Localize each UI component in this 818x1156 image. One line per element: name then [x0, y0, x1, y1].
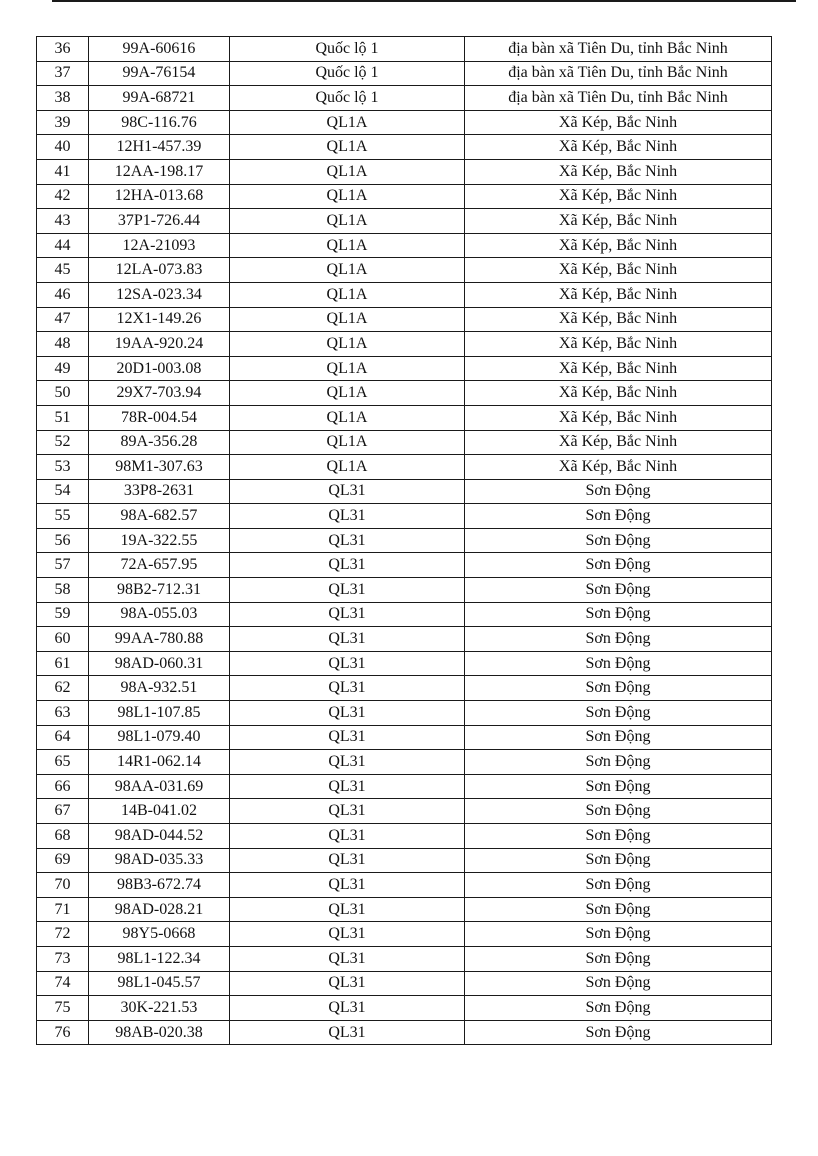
- license-plate: 29X7-703.94: [89, 381, 230, 406]
- row-number: 39: [37, 110, 89, 135]
- table-row: [37, 676, 772, 701]
- table-row: [37, 455, 772, 480]
- route-name: QL31: [230, 799, 465, 824]
- route-name: QL31: [230, 479, 465, 504]
- table-row: [37, 405, 772, 430]
- row-number: 72: [37, 922, 89, 947]
- license-plate: 33P8-2631: [89, 479, 230, 504]
- row-number: 56: [37, 528, 89, 553]
- location-name: Sơn Động: [465, 602, 772, 627]
- route-name: QL31: [230, 528, 465, 553]
- location-name: Xã Kép, Bắc Ninh: [465, 356, 772, 381]
- row-number: 38: [37, 86, 89, 111]
- location-name: Sơn Động: [465, 651, 772, 676]
- row-number: 45: [37, 258, 89, 283]
- row-number: 71: [37, 897, 89, 922]
- row-number: 76: [37, 1020, 89, 1045]
- location-name: Sơn Động: [465, 701, 772, 726]
- row-number: 73: [37, 946, 89, 971]
- table-row: [37, 553, 772, 578]
- location-name: Sơn Động: [465, 824, 772, 849]
- row-number: 64: [37, 725, 89, 750]
- license-plate: 98B3-672.74: [89, 873, 230, 898]
- table-row: [37, 848, 772, 873]
- location-name: Xã Kép, Bắc Ninh: [465, 159, 772, 184]
- top-rule: [52, 0, 796, 2]
- row-number: 70: [37, 873, 89, 898]
- location-name: Sơn Động: [465, 946, 772, 971]
- location-name: Xã Kép, Bắc Ninh: [465, 430, 772, 455]
- location-name: Xã Kép, Bắc Ninh: [465, 307, 772, 332]
- license-plate: 98B2-712.31: [89, 578, 230, 603]
- location-name: Sơn Động: [465, 1020, 772, 1045]
- route-name: QL1A: [230, 110, 465, 135]
- vehicle-table: [36, 36, 772, 1045]
- route-name: QL31: [230, 946, 465, 971]
- route-name: QL1A: [230, 405, 465, 430]
- license-plate: 37P1-726.44: [89, 209, 230, 234]
- location-name: Xã Kép, Bắc Ninh: [465, 332, 772, 357]
- license-plate: 78R-004.54: [89, 405, 230, 430]
- location-name: Sơn Động: [465, 504, 772, 529]
- route-name: QL1A: [230, 430, 465, 455]
- table-row: [37, 971, 772, 996]
- location-name: Sơn Động: [465, 627, 772, 652]
- table-row: [37, 184, 772, 209]
- license-plate: 12HA-013.68: [89, 184, 230, 209]
- row-number: 43: [37, 209, 89, 234]
- location-name: Xã Kép, Bắc Ninh: [465, 184, 772, 209]
- row-number: 54: [37, 479, 89, 504]
- license-plate: 12LA-073.83: [89, 258, 230, 283]
- location-name: Sơn Động: [465, 725, 772, 750]
- row-number: 57: [37, 553, 89, 578]
- license-plate: 14B-041.02: [89, 799, 230, 824]
- route-name: Quốc lộ 1: [230, 37, 465, 62]
- table-row: [37, 233, 772, 258]
- route-name: QL1A: [230, 332, 465, 357]
- table-row: [37, 996, 772, 1021]
- table-row: [37, 479, 772, 504]
- table-row: [37, 873, 772, 898]
- row-number: 75: [37, 996, 89, 1021]
- license-plate: 98A-682.57: [89, 504, 230, 529]
- route-name: QL1A: [230, 159, 465, 184]
- table-row: [37, 774, 772, 799]
- location-name: Sơn Động: [465, 676, 772, 701]
- route-name: QL31: [230, 824, 465, 849]
- table-row: [37, 209, 772, 234]
- row-number: 60: [37, 627, 89, 652]
- table-row: [37, 750, 772, 775]
- location-name: địa bàn xã Tiên Du, tỉnh Bắc Ninh: [465, 86, 772, 111]
- location-name: Xã Kép, Bắc Ninh: [465, 110, 772, 135]
- row-number: 53: [37, 455, 89, 480]
- table-row: [37, 282, 772, 307]
- license-plate: 98A-932.51: [89, 676, 230, 701]
- table-row: [37, 307, 772, 332]
- route-name: QL31: [230, 676, 465, 701]
- license-plate: 98AD-060.31: [89, 651, 230, 676]
- license-plate: 98C-116.76: [89, 110, 230, 135]
- license-plate: 12AA-198.17: [89, 159, 230, 184]
- route-name: QL31: [230, 504, 465, 529]
- route-name: QL31: [230, 701, 465, 726]
- license-plate: 98AD-044.52: [89, 824, 230, 849]
- route-name: QL1A: [230, 455, 465, 480]
- table-row: [37, 504, 772, 529]
- table-row: [37, 824, 772, 849]
- table-row: [37, 110, 772, 135]
- table-row: [37, 946, 772, 971]
- route-name: Quốc lộ 1: [230, 86, 465, 111]
- location-name: Sơn Động: [465, 774, 772, 799]
- row-number: 68: [37, 824, 89, 849]
- route-name: QL1A: [230, 307, 465, 332]
- table-row: [37, 37, 772, 62]
- route-name: QL1A: [230, 184, 465, 209]
- row-number: 37: [37, 61, 89, 86]
- row-number: 46: [37, 282, 89, 307]
- license-plate: 98AB-020.38: [89, 1020, 230, 1045]
- location-name: Sơn Động: [465, 479, 772, 504]
- route-name: QL1A: [230, 258, 465, 283]
- row-number: 65: [37, 750, 89, 775]
- license-plate: 99AA-780.88: [89, 627, 230, 652]
- table-row: [37, 528, 772, 553]
- license-plate: 98AD-035.33: [89, 848, 230, 873]
- table-row: [37, 602, 772, 627]
- license-plate: 98L1-045.57: [89, 971, 230, 996]
- table-row: [37, 86, 772, 111]
- license-plate: 98L1-122.34: [89, 946, 230, 971]
- row-number: 55: [37, 504, 89, 529]
- row-number: 36: [37, 37, 89, 62]
- location-name: Sơn Động: [465, 578, 772, 603]
- table-row: [37, 61, 772, 86]
- location-name: Sơn Động: [465, 996, 772, 1021]
- location-name: Xã Kép, Bắc Ninh: [465, 258, 772, 283]
- location-name: Xã Kép, Bắc Ninh: [465, 233, 772, 258]
- location-name: Xã Kép, Bắc Ninh: [465, 455, 772, 480]
- route-name: QL1A: [230, 282, 465, 307]
- table-row: [37, 381, 772, 406]
- license-plate: 89A-356.28: [89, 430, 230, 455]
- license-plate: 98L1-107.85: [89, 701, 230, 726]
- location-name: Sơn Động: [465, 848, 772, 873]
- route-name: QL31: [230, 651, 465, 676]
- row-number: 69: [37, 848, 89, 873]
- location-name: Sơn Động: [465, 799, 772, 824]
- row-number: 63: [37, 701, 89, 726]
- table-row: [37, 922, 772, 947]
- table-row: [37, 897, 772, 922]
- license-plate: 12SA-023.34: [89, 282, 230, 307]
- location-name: Xã Kép, Bắc Ninh: [465, 135, 772, 160]
- location-name: Xã Kép, Bắc Ninh: [465, 209, 772, 234]
- license-plate: 72A-657.95: [89, 553, 230, 578]
- route-name: QL1A: [230, 209, 465, 234]
- location-name: Sơn Động: [465, 922, 772, 947]
- row-number: 40: [37, 135, 89, 160]
- license-plate: 98Y5-0668: [89, 922, 230, 947]
- row-number: 59: [37, 602, 89, 627]
- row-number: 51: [37, 405, 89, 430]
- route-name: QL31: [230, 750, 465, 775]
- row-number: 67: [37, 799, 89, 824]
- table-row: [37, 725, 772, 750]
- license-plate: 20D1-003.08: [89, 356, 230, 381]
- license-plate: 19A-322.55: [89, 528, 230, 553]
- row-number: 44: [37, 233, 89, 258]
- license-plate: 14R1-062.14: [89, 750, 230, 775]
- table-row: [37, 701, 772, 726]
- location-name: Sơn Động: [465, 873, 772, 898]
- row-number: 58: [37, 578, 89, 603]
- table-row: [37, 578, 772, 603]
- route-name: QL1A: [230, 135, 465, 160]
- location-name: Sơn Động: [465, 971, 772, 996]
- location-name: địa bàn xã Tiên Du, tỉnh Bắc Ninh: [465, 37, 772, 62]
- location-name: Xã Kép, Bắc Ninh: [465, 405, 772, 430]
- license-plate: 98M1-307.63: [89, 455, 230, 480]
- route-name: QL1A: [230, 233, 465, 258]
- route-name: QL31: [230, 971, 465, 996]
- table-row: [37, 356, 772, 381]
- license-plate: 99A-68721: [89, 86, 230, 111]
- license-plate: 19AA-920.24: [89, 332, 230, 357]
- license-plate: 12X1-149.26: [89, 307, 230, 332]
- license-plate: 99A-76154: [89, 61, 230, 86]
- location-name: Sơn Động: [465, 528, 772, 553]
- route-name: QL31: [230, 627, 465, 652]
- route-name: QL31: [230, 996, 465, 1021]
- license-plate: 98AD-028.21: [89, 897, 230, 922]
- route-name: QL31: [230, 553, 465, 578]
- table-row: [37, 1020, 772, 1045]
- license-plate: 30K-221.53: [89, 996, 230, 1021]
- row-number: 50: [37, 381, 89, 406]
- location-name: Sơn Động: [465, 750, 772, 775]
- table-row: [37, 135, 772, 160]
- row-number: 41: [37, 159, 89, 184]
- route-name: QL31: [230, 725, 465, 750]
- location-name: Xã Kép, Bắc Ninh: [465, 381, 772, 406]
- table-row: [37, 627, 772, 652]
- route-name: QL1A: [230, 356, 465, 381]
- row-number: 47: [37, 307, 89, 332]
- location-name: Sơn Động: [465, 553, 772, 578]
- table-body: [37, 37, 772, 1045]
- table-row: [37, 799, 772, 824]
- license-plate: 98A-055.03: [89, 602, 230, 627]
- license-plate: 98L1-079.40: [89, 725, 230, 750]
- license-plate: 98AA-031.69: [89, 774, 230, 799]
- route-name: QL31: [230, 848, 465, 873]
- location-name: Sơn Động: [465, 897, 772, 922]
- route-name: QL31: [230, 774, 465, 799]
- table-row: [37, 332, 772, 357]
- table-row: [37, 651, 772, 676]
- route-name: QL31: [230, 1020, 465, 1045]
- license-plate: 99A-60616: [89, 37, 230, 62]
- route-name: QL1A: [230, 381, 465, 406]
- row-number: 62: [37, 676, 89, 701]
- location-name: địa bàn xã Tiên Du, tỉnh Bắc Ninh: [465, 61, 772, 86]
- route-name: QL31: [230, 602, 465, 627]
- table-row: [37, 258, 772, 283]
- route-name: QL31: [230, 578, 465, 603]
- route-name: QL31: [230, 873, 465, 898]
- row-number: 49: [37, 356, 89, 381]
- route-name: QL31: [230, 897, 465, 922]
- row-number: 66: [37, 774, 89, 799]
- row-number: 74: [37, 971, 89, 996]
- route-name: Quốc lộ 1: [230, 61, 465, 86]
- license-plate: 12A-21093: [89, 233, 230, 258]
- row-number: 48: [37, 332, 89, 357]
- location-name: Xã Kép, Bắc Ninh: [465, 282, 772, 307]
- table-row: [37, 430, 772, 455]
- route-name: QL31: [230, 922, 465, 947]
- row-number: 52: [37, 430, 89, 455]
- row-number: 42: [37, 184, 89, 209]
- license-plate: 12H1-457.39: [89, 135, 230, 160]
- table-row: [37, 159, 772, 184]
- row-number: 61: [37, 651, 89, 676]
